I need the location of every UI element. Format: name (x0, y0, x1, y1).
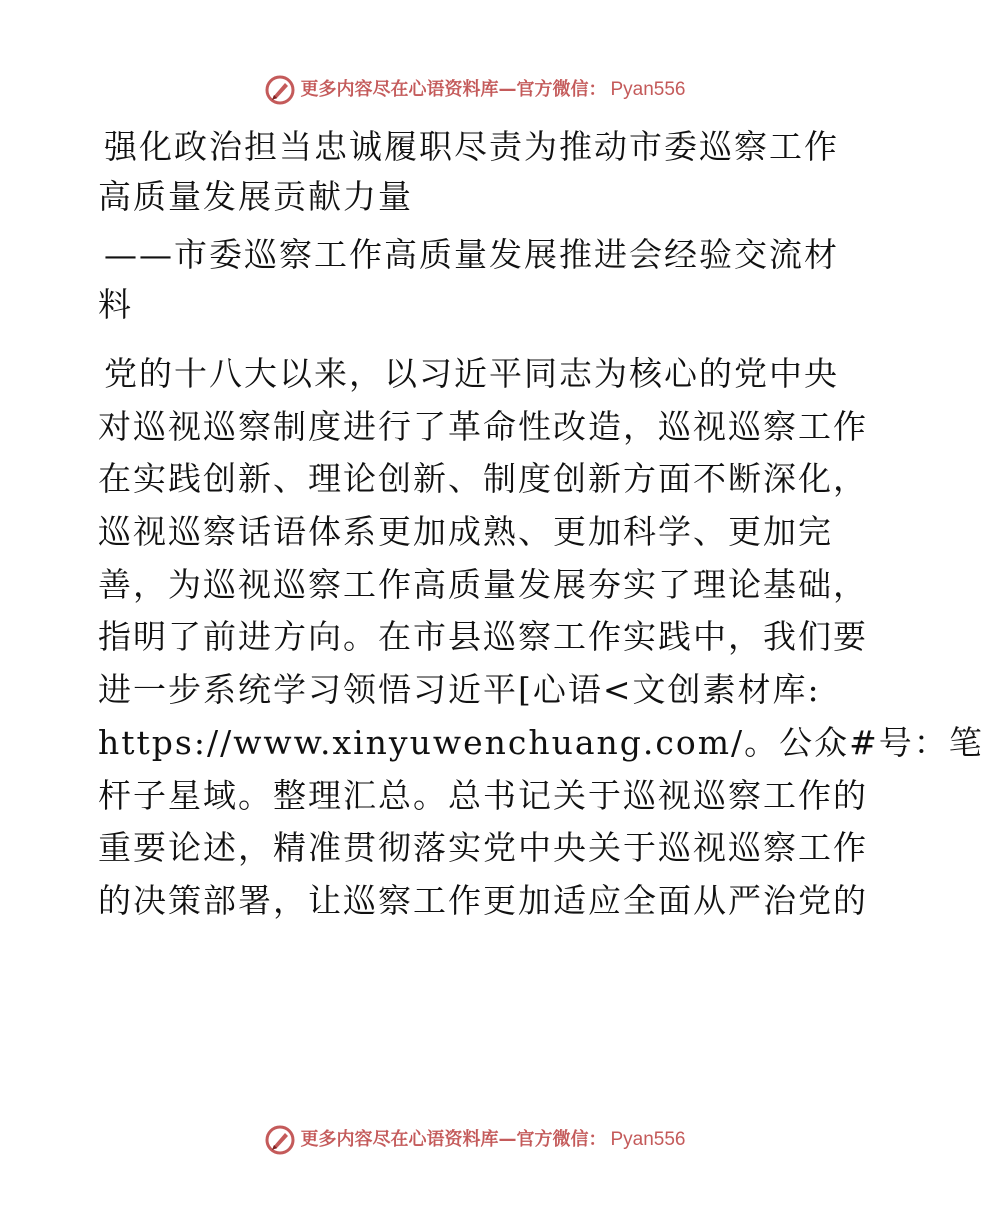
pen-nib-circle-icon (264, 1124, 296, 1156)
subtitle-line: ——市委巡察工作高质量发展推进会经验交流材 (104, 235, 839, 274)
title-line: 高质量发展贡献力量 (98, 177, 413, 216)
paragraph-line: https://www.xinyuwenchuang.com/。公众#号：笔 (98, 722, 984, 762)
watermark-text: 更多内容尽在心语资料库—官方微信： (300, 79, 607, 100)
paragraph-line: 杆子星域。整理汇总。总书记关于巡视巡察工作的 (98, 775, 868, 815)
watermark-wechat-id: Pyan556 (610, 79, 686, 100)
watermark-text: 更多内容尽在心语资料库—官方微信： (300, 1129, 607, 1150)
document-title (98, 122, 850, 222)
paragraph-line: 对巡视巡察制度进行了革命性改造，巡视巡察工作 (98, 406, 868, 446)
paragraph-line: 进一步系统学习领悟习近平[心语<文创素材库: (98, 670, 821, 710)
paragraph-line: 善，为巡视巡察工作高质量发展夯实了理论基础， (98, 564, 868, 604)
subtitle-line: 料 (98, 285, 133, 324)
watermark-wechat-id: Pyan556 (610, 1129, 686, 1150)
pen-nib-circle-icon (264, 74, 296, 106)
paragraph-line: 党的十八大以来，以习近平同志为核心的党中央 (104, 354, 839, 393)
paragraph-line: 重要论述，精准贯彻落实党中央关于巡视巡察工作 (98, 828, 868, 868)
paragraph-line: 的决策部署，让巡察工作更加适应全面从严治党的 (98, 880, 868, 920)
paragraph-line: 指明了前进方向。在市县巡察工作实践中，我们要 (98, 617, 868, 657)
body-paragraph (98, 348, 984, 928)
document-subtitle (98, 230, 850, 330)
paragraph-line: 巡视巡察话语体系更加成熟、更加科学、更加完 (98, 512, 833, 552)
title-line: 强化政治担当忠诚履职尽责为推动市委巡察工作 (104, 127, 839, 166)
paragraph-line: 在实践创新、理论创新、制度创新方面不断深化， (98, 459, 868, 499)
document-body (98, 122, 984, 928)
footer-watermark (0, 1120, 950, 1160)
header-watermark (0, 70, 950, 110)
